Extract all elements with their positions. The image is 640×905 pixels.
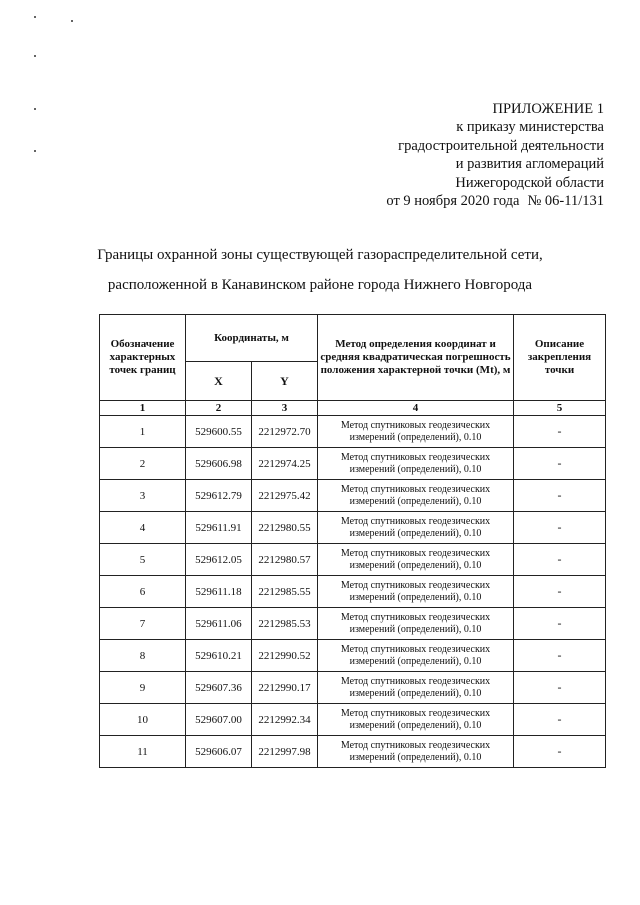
appendix-header bbox=[386, 100, 604, 210]
x-coordinate-cell: 529612.79 bbox=[186, 480, 252, 512]
method-cell bbox=[318, 480, 514, 512]
table-row bbox=[100, 736, 606, 768]
method-line: измерений (определений), 0.10 bbox=[349, 623, 482, 635]
y-coordinate-cell: 2212980.55 bbox=[252, 512, 318, 544]
scan-speck bbox=[34, 55, 36, 57]
header-y: Y bbox=[252, 362, 318, 401]
order-date: от 9 ноября 2020 года bbox=[386, 193, 520, 210]
point-cell: 4 bbox=[100, 512, 186, 544]
y-coordinate-cell: 2212990.17 bbox=[252, 672, 318, 704]
document-title bbox=[0, 240, 640, 300]
point-cell: 2 bbox=[100, 448, 186, 480]
point-cell: 1 bbox=[100, 416, 186, 448]
point-cell: 6 bbox=[100, 576, 186, 608]
method-cell bbox=[318, 416, 514, 448]
column-number: 2 bbox=[186, 401, 252, 416]
table-row bbox=[100, 512, 606, 544]
scan-speck bbox=[34, 16, 36, 18]
column-number: 4 bbox=[318, 401, 514, 416]
header-designation: Обозначение характерных точек границ bbox=[100, 315, 186, 401]
method-line: Метод спутниковых геодезических bbox=[340, 579, 491, 591]
method-cell bbox=[318, 544, 514, 576]
method-line: измерений (определений), 0.10 bbox=[349, 719, 482, 731]
header-line: градостроительной деятельности bbox=[398, 137, 604, 154]
method-line: Метод спутниковых геодезических bbox=[340, 675, 491, 687]
method-line: Метод спутниковых геодезических bbox=[340, 643, 491, 655]
header-x: X bbox=[186, 362, 252, 401]
table-row bbox=[100, 448, 606, 480]
x-coordinate-cell: 529611.18 bbox=[186, 576, 252, 608]
method-line: измерений (определений), 0.10 bbox=[349, 527, 482, 539]
table-row bbox=[100, 672, 606, 704]
point-cell: 11 bbox=[100, 736, 186, 768]
x-coordinate-cell: 529606.07 bbox=[186, 736, 252, 768]
header-line: к приказу министерства bbox=[456, 119, 604, 136]
scan-speck bbox=[71, 20, 73, 22]
method-cell bbox=[318, 704, 514, 736]
table-row bbox=[100, 544, 606, 576]
method-line: Метод спутниковых геодезических bbox=[340, 483, 491, 495]
method-cell bbox=[318, 736, 514, 768]
header-description: Описание закрепления точки bbox=[514, 315, 606, 401]
method-line: измерений (определений), 0.10 bbox=[349, 559, 482, 571]
x-coordinate-cell: 529612.05 bbox=[186, 544, 252, 576]
header-line: Нижегородской области bbox=[455, 174, 604, 191]
y-coordinate-cell: 2212992.34 bbox=[252, 704, 318, 736]
method-line: измерений (определений), 0.10 bbox=[349, 431, 482, 443]
boundary-points-table bbox=[99, 314, 606, 768]
x-coordinate-cell: 529607.36 bbox=[186, 672, 252, 704]
y-coordinate-cell: 2212985.53 bbox=[252, 608, 318, 640]
description-cell: - bbox=[514, 736, 606, 768]
description-cell: - bbox=[514, 512, 606, 544]
method-line: Метод спутниковых геодезических bbox=[340, 547, 491, 559]
x-coordinate-cell: 529610.21 bbox=[186, 640, 252, 672]
description-cell: - bbox=[514, 544, 606, 576]
method-cell bbox=[318, 672, 514, 704]
method-line: измерений (определений), 0.10 bbox=[349, 463, 482, 475]
description-cell: - bbox=[514, 576, 606, 608]
method-cell bbox=[318, 576, 514, 608]
column-number: 3 bbox=[252, 401, 318, 416]
method-cell bbox=[318, 640, 514, 672]
table-row bbox=[100, 704, 606, 736]
appendix-title: ПРИЛОЖЕНИЕ 1 bbox=[492, 101, 604, 117]
y-coordinate-cell: 2212972.70 bbox=[252, 416, 318, 448]
x-coordinate-cell: 529606.98 bbox=[186, 448, 252, 480]
method-cell bbox=[318, 512, 514, 544]
y-coordinate-cell: 2212985.55 bbox=[252, 576, 318, 608]
method-line: измерений (определений), 0.10 bbox=[349, 751, 482, 763]
point-cell: 7 bbox=[100, 608, 186, 640]
table-row bbox=[100, 608, 606, 640]
method-cell bbox=[318, 448, 514, 480]
method-line: измерений (определений), 0.10 bbox=[349, 655, 482, 667]
method-line: измерений (определений), 0.10 bbox=[349, 495, 482, 507]
method-line: Метод спутниковых геодезических bbox=[340, 515, 491, 527]
table-row bbox=[100, 416, 606, 448]
y-coordinate-cell: 2212974.25 bbox=[252, 448, 318, 480]
point-cell: 10 bbox=[100, 704, 186, 736]
point-cell: 9 bbox=[100, 672, 186, 704]
description-cell: - bbox=[514, 640, 606, 672]
header-line: и развития агломераций bbox=[455, 156, 604, 173]
x-coordinate-cell: 529611.91 bbox=[186, 512, 252, 544]
description-cell: - bbox=[514, 480, 606, 512]
point-cell: 5 bbox=[100, 544, 186, 576]
point-cell: 3 bbox=[100, 480, 186, 512]
table-row bbox=[100, 576, 606, 608]
table-row bbox=[100, 640, 606, 672]
y-coordinate-cell: 2212990.52 bbox=[252, 640, 318, 672]
title-line-1: Границы охранной зоны существующей газораспределительной сети, bbox=[97, 247, 543, 263]
column-number: 1 bbox=[100, 401, 186, 416]
title-line-2: расположенной в Канавинском районе города Нижнего Новгорода bbox=[107, 277, 533, 293]
description-cell: - bbox=[514, 704, 606, 736]
header-coordinates: Координаты, м bbox=[186, 315, 318, 362]
y-coordinate-cell: 2212975.42 bbox=[252, 480, 318, 512]
method-line: Метод спутниковых геодезических bbox=[340, 707, 491, 719]
description-cell: - bbox=[514, 608, 606, 640]
method-line: Метод спутниковых геодезических bbox=[340, 611, 491, 623]
order-date-line bbox=[386, 192, 604, 210]
column-number: 5 bbox=[514, 401, 606, 416]
scan-speck bbox=[34, 108, 36, 110]
method-line: Метод спутниковых геодезических bbox=[340, 419, 491, 431]
scan-speck bbox=[34, 150, 36, 152]
description-cell: - bbox=[514, 416, 606, 448]
table-row bbox=[100, 480, 606, 512]
method-line: измерений (определений), 0.10 bbox=[349, 591, 482, 603]
method-cell bbox=[318, 608, 514, 640]
method-line: измерений (определений), 0.10 bbox=[349, 687, 482, 699]
x-coordinate-cell: 529600.55 bbox=[186, 416, 252, 448]
x-coordinate-cell: 529607.00 bbox=[186, 704, 252, 736]
order-number: № 06-11/131 bbox=[527, 193, 604, 210]
x-coordinate-cell: 529611.06 bbox=[186, 608, 252, 640]
point-cell: 8 bbox=[100, 640, 186, 672]
method-line: Метод спутниковых геодезических bbox=[340, 739, 491, 751]
description-cell: - bbox=[514, 672, 606, 704]
header-method: Метод определения координат и средняя квадратическая погрешность положения характерной точки (Mt), м bbox=[318, 315, 514, 401]
method-line: Метод спутниковых геодезических bbox=[340, 451, 491, 463]
description-cell: - bbox=[514, 448, 606, 480]
y-coordinate-cell: 2212997.98 bbox=[252, 736, 318, 768]
y-coordinate-cell: 2212980.57 bbox=[252, 544, 318, 576]
